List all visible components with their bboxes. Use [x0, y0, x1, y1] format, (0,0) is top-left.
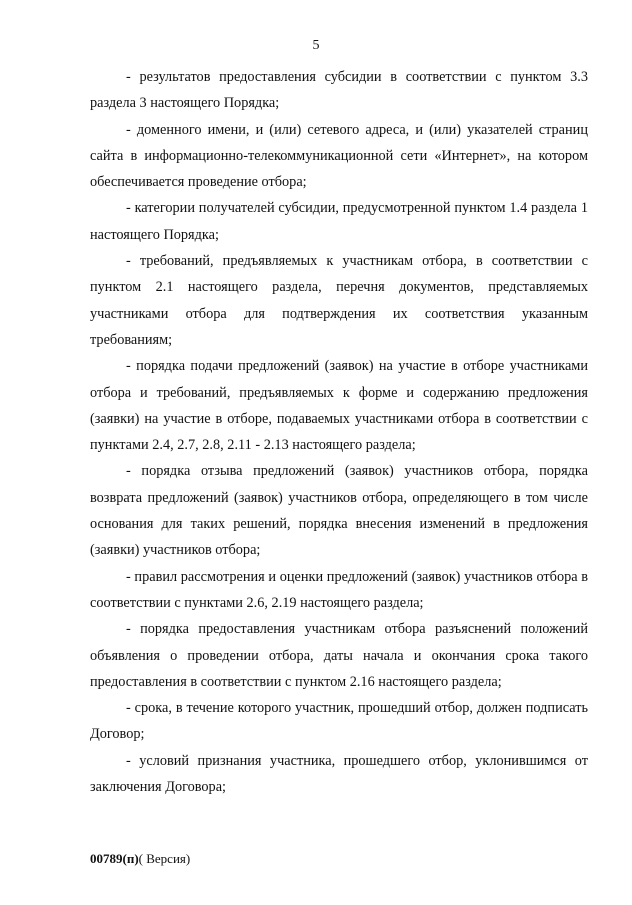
- list-item: - срока, в течение которого участник, прошедший отбор, должен подписать Договор;: [90, 700, 588, 743]
- document-version: ( Версия): [138, 851, 191, 866]
- list-item: - порядка предоставления участникам отбора разъяснений положений объявления о проведении отбора, даты начала и окончания срока такого предоставления в соответствии с пунктом 2.16 настоящего раздела;: [90, 621, 588, 690]
- list-item: - доменного имени, и (или) сетевого адреса, и (или) указателей страниц сайта в информационно-телекоммуникационной сети «Интернет», на котором обеспечивается проведение отбора;: [90, 121, 588, 191]
- list-item: - результатов предоставления субсидии в соответствии с пунктом 3.3 раздела 3 настоящего Порядка;: [90, 69, 588, 112]
- document-body: [90, 64, 588, 800]
- list-item: - порядка подачи предложений (заявок) на участие в отборе участниками отбора и требований, предъявляемых к форме и содержанию предложения (заявки) на участие в отборе, подаваемых участниками отбора в соответствии с пунктами 2.4, 2.7, 2.8, 2.11 - 2.13 настоящего раздела;: [90, 358, 588, 454]
- list-item: - условий признания участника, прошедшего отбор, уклонившимся от заключения Договора;: [90, 752, 588, 796]
- list-item: - порядка отзыва предложений (заявок) участников отбора, порядка возврата предложений (заявок) участников отбора, определяющего в том числе основания для таких решений, порядка внесения изменений в предложения (заявки) участников отбора;: [90, 463, 588, 559]
- list-item: - требований, предъявляемых к участникам отбора, в соответствии с пунктом 2.1 настоящего раздела, перечня документов, представляемых участниками отбора для подтверждения их соответствия указанным требованиям;: [90, 253, 588, 348]
- document-code: 00789(п): [90, 851, 139, 866]
- document-footer: [90, 850, 190, 868]
- page-number: 5: [312, 38, 320, 53]
- list-item: - категории получателей субсидии, предусмотренной пунктом 1.4 раздела 1 настоящего Порядка;: [90, 200, 588, 243]
- list-item: - правил рассмотрения и оценки предложений (заявок) участников отбора в соответствии с пунктами 2.6, 2.19 настоящего раздела;: [90, 568, 588, 611]
